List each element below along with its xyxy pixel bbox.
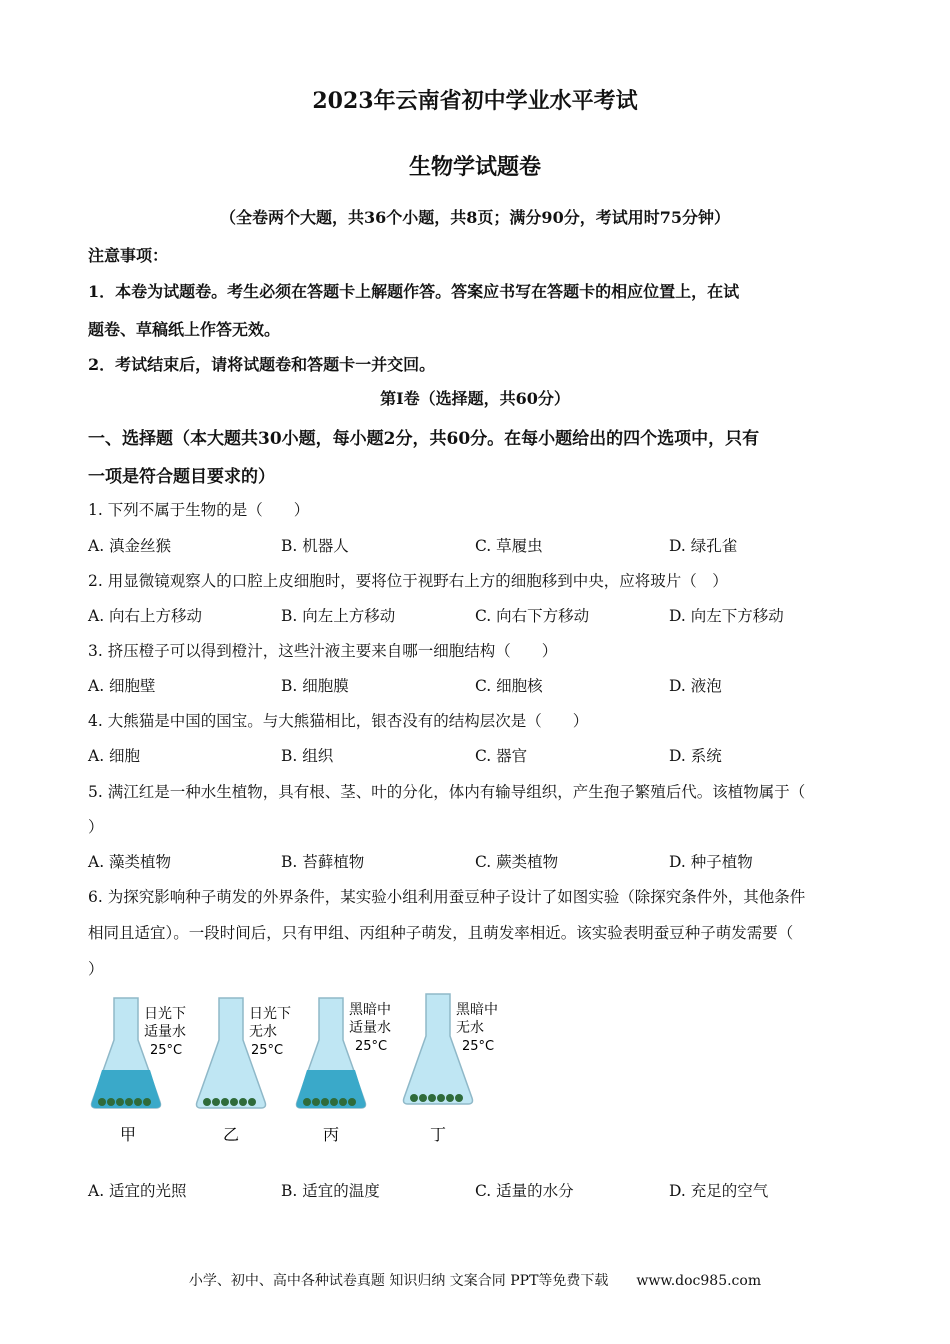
- question-4-option-d: D. 系统: [669, 747, 722, 765]
- exam-meta: （全卷两个大题，共36个小题，共8页；满分90分，考试用时75分钟）: [220, 208, 730, 227]
- seed-germination-figure: [88, 990, 518, 1150]
- question-2-option-b: B. 向左上方移动: [281, 607, 396, 625]
- question-5-option-d: D. 种子植物: [669, 853, 753, 871]
- question-1-stem: 1. 下列不属于生物的是（ ）: [88, 501, 310, 519]
- question-3-option-b: B. 细胞膜: [281, 677, 349, 695]
- flask-yi-line-1: 日光下: [249, 1006, 291, 1022]
- section-heading-line-1: 一、选择题（本大题共30小题，每小题2分，共60分。在每小题给出的四个选项中，只有: [88, 429, 760, 449]
- question-6-option-b: B. 适宜的温度: [281, 1182, 380, 1200]
- question-6-option-a: A. 适宜的光照: [88, 1182, 187, 1200]
- section-heading-line-2: 一项是符合题目要求的）: [88, 467, 275, 487]
- question-6-option-d: D. 充足的空气: [669, 1182, 769, 1200]
- question-3-option-c: C. 细胞核: [475, 677, 543, 695]
- question-3-option-d: D. 液泡: [669, 677, 722, 695]
- flask-yi: [197, 998, 292, 1144]
- page-footer: 小学、初中、高中各种试卷真题 知识归纳 文案合同 PPT等免费下载 www.doc985.com: [188, 1273, 762, 1289]
- question-5-stem-line-2: ）: [88, 818, 104, 836]
- flask-jia-line-1: 日光下: [144, 1006, 186, 1022]
- question-5-option-a: A. 藻类植物: [88, 853, 172, 871]
- question-2-option-d: D. 向左下方移动: [669, 607, 784, 625]
- flask-bing-line-1: 黑暗中: [349, 1002, 391, 1018]
- question-4-option-c: C. 器官: [475, 747, 528, 765]
- question-5-stem-line-1: 5. 满江红是一种水生植物，具有根、茎、叶的分化，体内有输导组织，产生孢子繁殖后代。该植物属于（: [88, 783, 806, 801]
- part-title: 第I卷（选择题，共60分）: [380, 389, 570, 408]
- question-6-stem-line-2: 相同且适宜）。一段时间后，只有甲组、丙组种子萌发，且萌发率相近。该实验表明蚕豆种子萌发需要（: [88, 924, 794, 942]
- flask-bing: [297, 998, 392, 1144]
- flask-jia-label: 甲: [120, 1125, 137, 1144]
- question-1-option-c: C. 草履虫: [475, 537, 543, 555]
- flask-jia-temp: 25°C: [150, 1043, 183, 1058]
- flask-yi-temp: 25°C: [251, 1043, 284, 1058]
- notes-item-1-line-2: 题卷、草稿纸上作答无效。: [88, 320, 281, 339]
- question-4-option-a: A. 细胞: [88, 747, 141, 765]
- exam-subtitle: 生物学试题卷: [408, 154, 541, 180]
- flask-ding-line-2: 无水: [456, 1020, 484, 1036]
- flask-bing-label: 丙: [323, 1125, 340, 1144]
- flask-bing-temp: 25°C: [355, 1039, 388, 1054]
- exam-title: 2023年云南省初中学业水平考试: [312, 88, 638, 114]
- flask-ding-label: 丁: [430, 1125, 447, 1144]
- notes-item-2: 2．考试结束后，请将试题卷和答题卡一并交回。: [88, 355, 436, 374]
- question-6-stem-line-3: ）: [88, 960, 104, 978]
- flask-jia: [92, 998, 187, 1144]
- question-6-option-c: C. 适量的水分: [475, 1182, 574, 1200]
- question-4-stem: 4. 大熊猫是中国的国宝。与大熊猫相比，银杏没有的结构层次是（ ）: [88, 712, 589, 730]
- question-2-stem: 2. 用显微镜观察人的口腔上皮细胞时，要将位于视野右上方的细胞移到中央，应将玻片（ ）: [88, 572, 728, 590]
- question-6-stem-line-1: 6. 为探究影响种子萌发的外界条件，某实验小组利用蚕豆种子设计了如图实验（除探究条件外，其他条件: [88, 888, 806, 906]
- flask-ding-line-1: 黑暗中: [456, 1002, 498, 1018]
- question-5-option-c: C. 蕨类植物: [475, 853, 559, 871]
- flask-ding-temp: 25°C: [462, 1039, 495, 1054]
- flask-ding: [404, 994, 499, 1144]
- notes-heading: 注意事项：: [88, 246, 169, 265]
- flask-jia-line-2: 适量水: [144, 1024, 186, 1040]
- question-1-option-a: A. 滇金丝猴: [88, 537, 172, 555]
- question-2-option-c: C. 向右下方移动: [475, 607, 590, 625]
- flask-bing-line-2: 适量水: [349, 1020, 391, 1036]
- question-3-stem: 3. 挤压橙子可以得到橙汁，这些汁液主要来自哪一细胞结构（ ）: [88, 642, 558, 660]
- question-2-option-a: A. 向右上方移动: [88, 607, 203, 625]
- question-5-option-b: B. 苔藓植物: [281, 853, 365, 871]
- question-3-option-a: A. 细胞壁: [88, 677, 156, 695]
- question-1-option-b: B. 机器人: [281, 537, 349, 555]
- notes-item-1-line-1: 1．本卷为试题卷。考生必须在答题卡上解题作答。答案应书写在答题卡的相应位置上，在试: [88, 282, 740, 301]
- question-1-option-d: D. 绿孔雀: [669, 537, 738, 555]
- question-4-option-b: B. 组织: [281, 747, 334, 765]
- flask-yi-label: 乙: [223, 1125, 240, 1144]
- flask-yi-line-2: 无水: [249, 1024, 277, 1040]
